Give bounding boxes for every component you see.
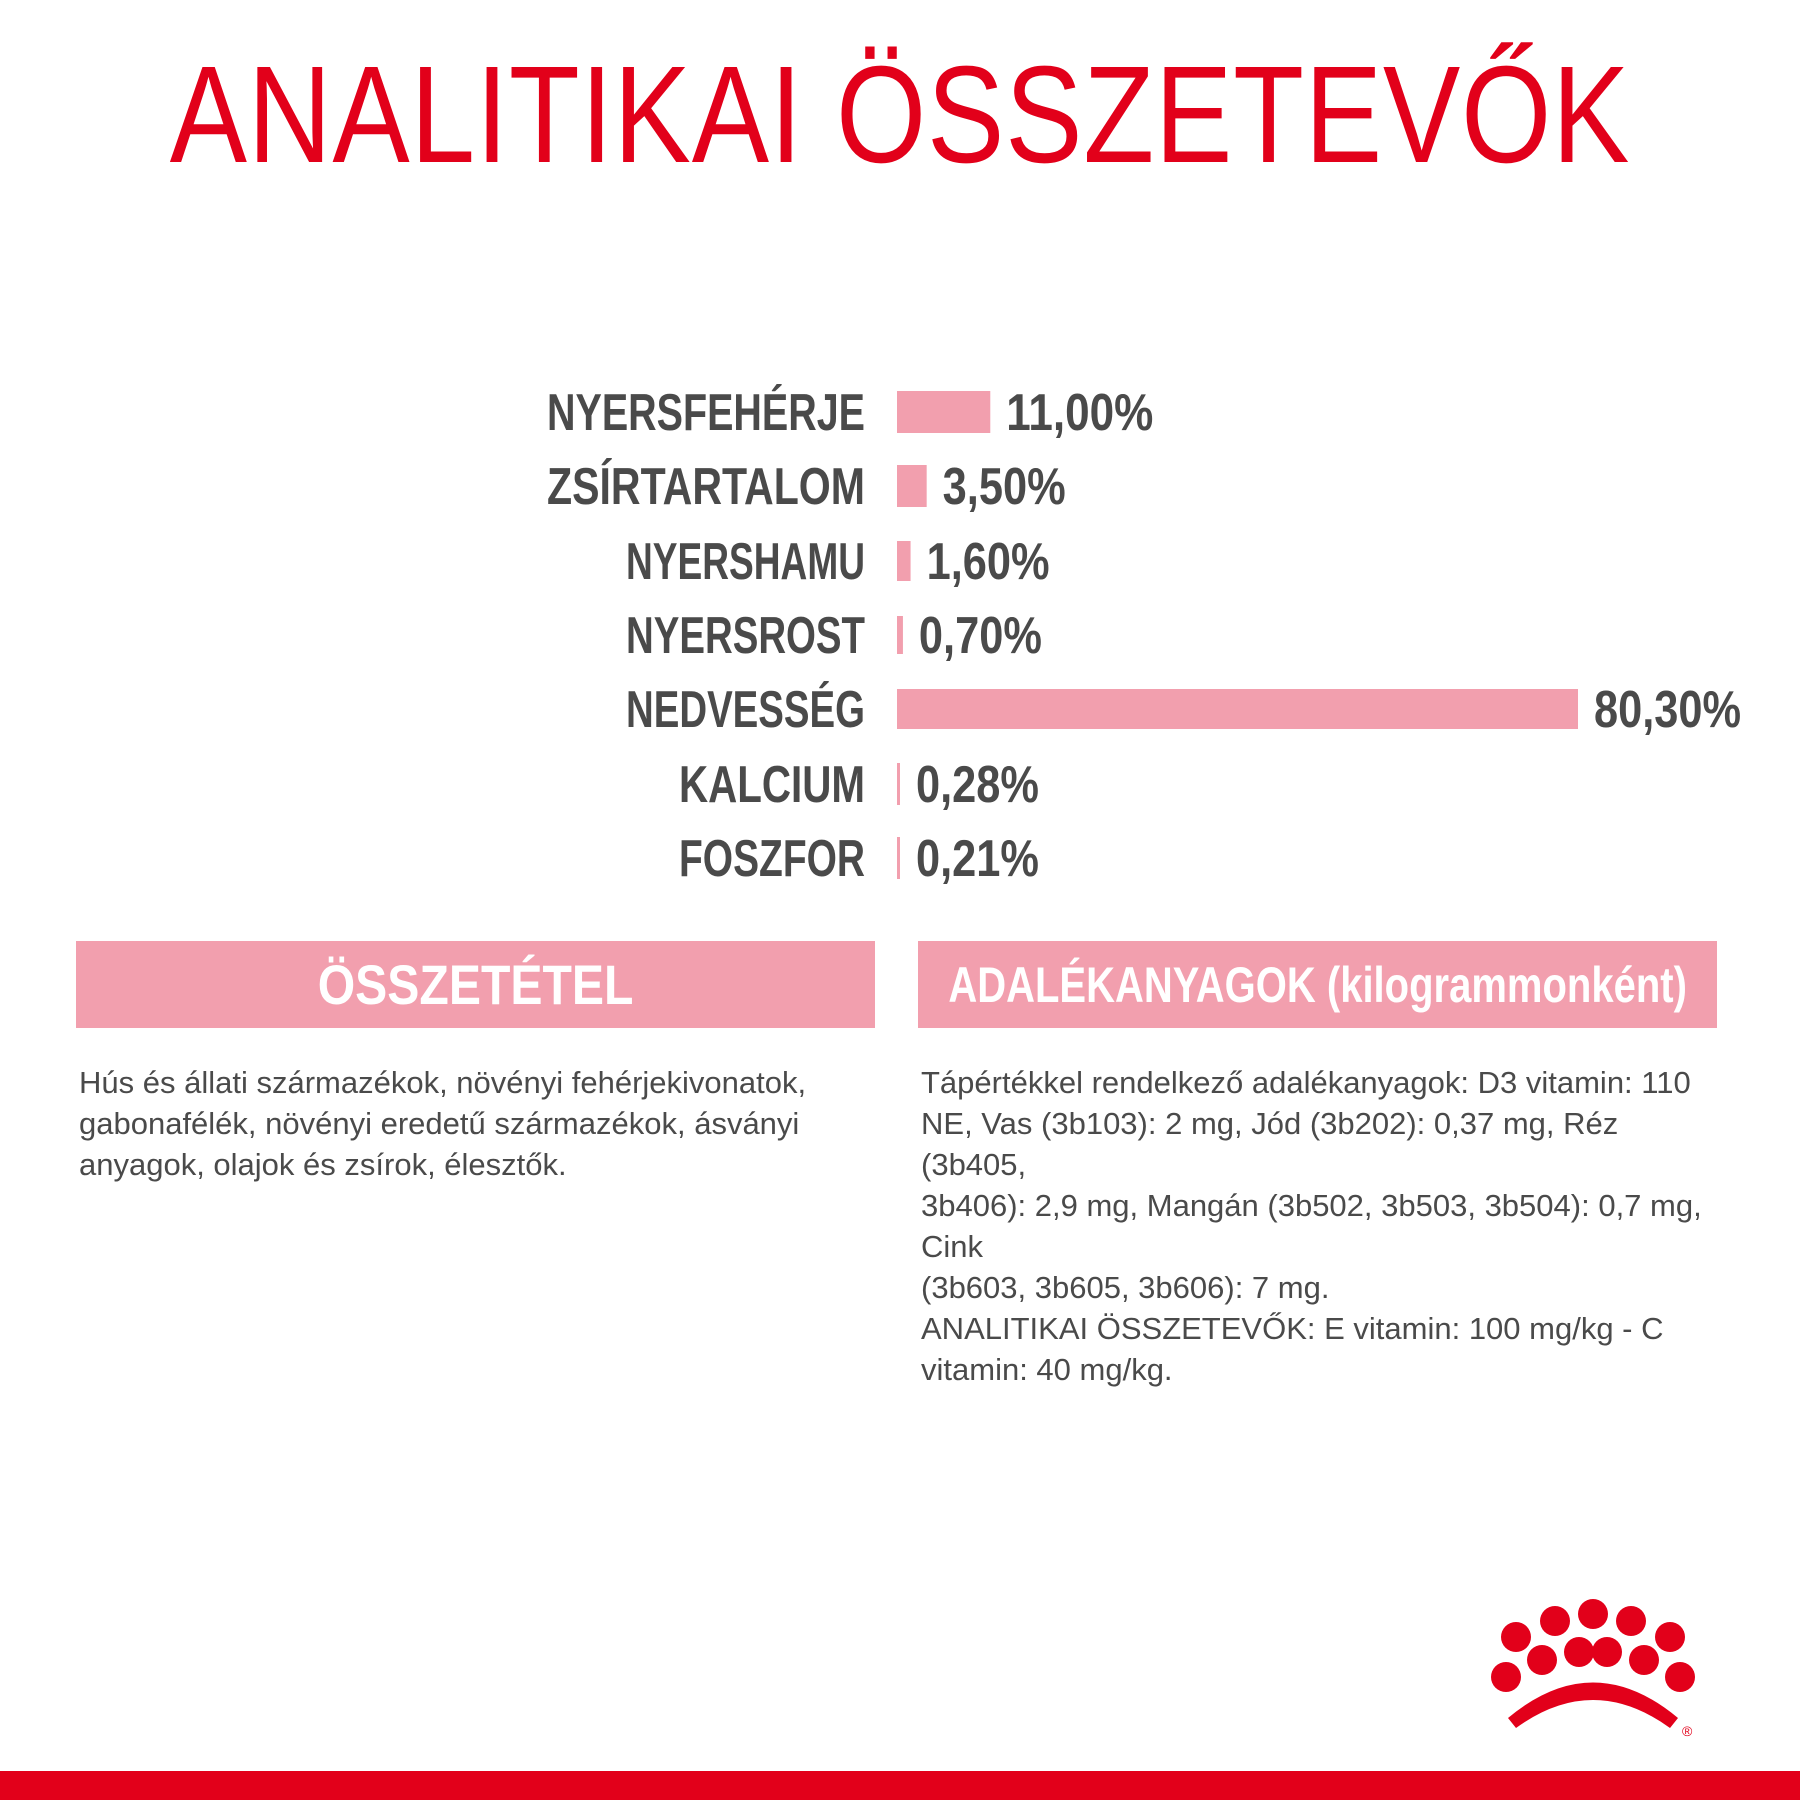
bar	[897, 689, 1578, 729]
composition-header	[76, 941, 875, 1028]
value-label: 0,28%	[916, 756, 1039, 814]
additives-header	[918, 941, 1717, 1028]
royal-canin-crown-logo	[1478, 1592, 1728, 1742]
value-label: 11,00%	[1006, 384, 1154, 442]
bar	[897, 616, 903, 654]
registered-mark: ®	[1682, 1723, 1693, 1739]
additives-text: Tápértékkel rendelkező adalékanyagok: D3 vitamin: 110 NE, Vas (3b103): 2 mg, Jód (3b202): 0,37 mg, Réz (3b405, 3b406): 2,9 mg, Mangán (3b502, 3b503, 3b504): 0,7 mg, Cink (3b603, 3b605, 3b606): 7 mg. ANALITIKAI ÖSSZETEVŐK: E vitamin: 100 mg/kg - C vitamin: 40 mg/kg.	[921, 1065, 1702, 1387]
bar	[897, 837, 900, 879]
category-label: NYERSHAMU	[626, 533, 865, 591]
value-label: 3,50%	[942, 458, 1066, 516]
category-label: NEDVESSÉG	[626, 681, 865, 739]
category-label: KALCIUM	[679, 756, 865, 814]
category-label: NYERSFEHÉRJE	[547, 384, 865, 442]
page-title: ANALITIKAI ÖSSZETEVŐK	[169, 38, 1631, 192]
crown-dots	[1491, 1599, 1695, 1692]
composition-text: Hús és állati származékok, növényi fehérjekivonatok, gabonafélék, növényi eredetű származékok, ásványi anyagok, olajok és zsírok, élesztők.	[79, 1065, 807, 1182]
bar	[897, 391, 990, 433]
value-label: 1,60%	[926, 533, 1050, 591]
composition-header-label: ÖSSZETÉTEL	[317, 953, 634, 1016]
additives-header-label: ADALÉKANYAGOK (kilogrammonként)	[948, 956, 1687, 1013]
category-label: FOSZFOR	[679, 830, 865, 888]
bar	[897, 763, 900, 805]
category-label: ZSÍRTARTALOM	[547, 458, 865, 516]
value-label: 0,70%	[918, 607, 1042, 665]
category-label: NYERSROST	[626, 607, 866, 665]
bottom-brand-bar	[0, 1771, 1800, 1800]
bar	[897, 541, 911, 581]
value-label: 80,30%	[1594, 681, 1741, 739]
crown-arc	[1508, 1683, 1678, 1729]
bar	[897, 465, 927, 507]
value-label: 0,21%	[916, 830, 1039, 888]
